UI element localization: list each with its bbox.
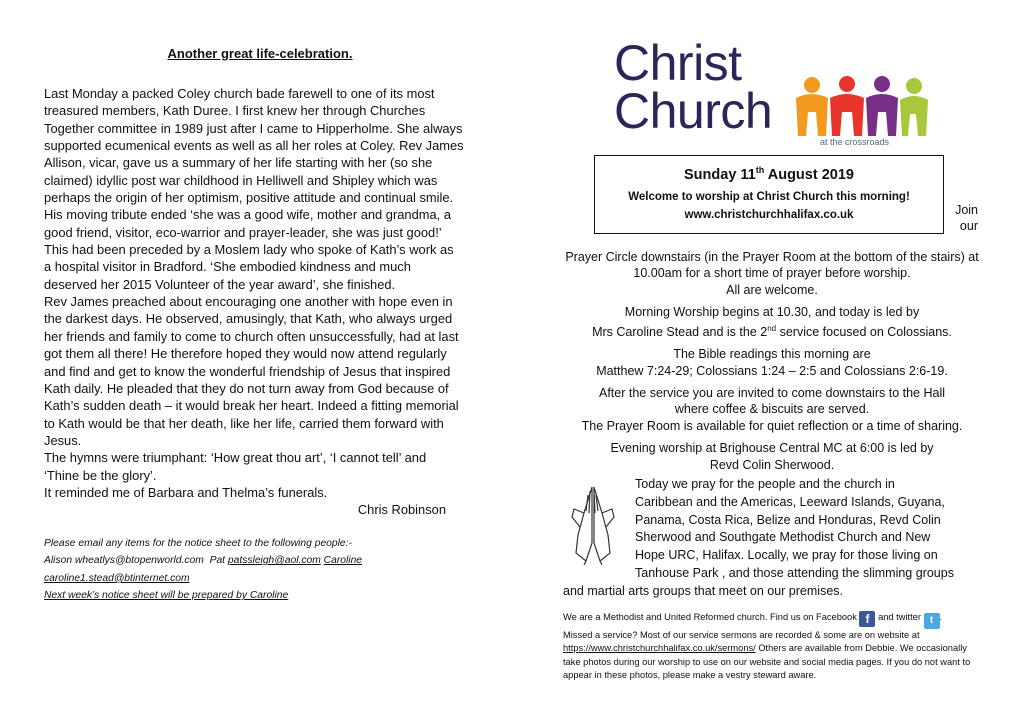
- morning-worship-notice: Morning Worship begins at 10.30, and today is led by Mrs Caroline Stead and is the 2nd service focused on Colossians.: [592, 305, 952, 339]
- article-paragraph: The hymns were triumphant: ‘How great thou art’, ‘I cannot tell’ and ‘Thine be the glory’.: [44, 450, 427, 483]
- christ-church-logo: [614, 36, 934, 148]
- social-line: We are a Methodist and United Reformed church. Find us on Facebook f and twitter t .: [563, 611, 983, 629]
- caroline-email-link[interactable]: caroline1.stead@btinternet.com: [44, 572, 190, 584]
- facebook-icon[interactable]: f: [859, 611, 875, 627]
- welcome-message: Welcome to worship at Christ Church this morning!: [628, 190, 910, 203]
- missed-service-text: Missed a service? Most of our service sermons are recorded & some are on website at: [563, 630, 920, 640]
- bible-readings-notice: The Bible readings this morning are Matthew 7:24-29; Colossians 1:24 – 2:5 and Colossians 2:6-19.: [596, 347, 948, 378]
- sermons-link[interactable]: https://www.christchurchhalifax.co.uk/sermons/: [563, 643, 756, 654]
- article-paragraph: It reminded me of Barbara and Thelma’s funerals.: [44, 484, 328, 500]
- article-paragraph: Last Monday a packed Coley church bade farewell to one of its most treasured members, Kath Duree. I first knew her through Churches Together committee in 1989 just after I came to Hipperholme. She always supported ecumenical events as well as all her roles at Coley. Rev James Allison, vicar, gave us a summary of her life starting with her (so she claimed) idyllic post war childhood in Helliwell and Shipley which was perhaps the origin of her optimism, positive attitude and continual smile. His moving tribute ended ‘she was a good wife, mother and grandma, a good friend, visitor, eco-warrior and prayer-leader, she was just good!’: [44, 86, 464, 240]
- notice-contacts: [44, 535, 464, 605]
- article-column: [44, 46, 464, 605]
- alison-email[interactable]: Alison wheatlys@btopenworld.com: [44, 555, 204, 567]
- article-body: [44, 85, 464, 501]
- footer-info: [563, 611, 983, 683]
- prayer-cycle: Today we pray for the people and the church in Caribbean and the Americas, Leeward Islands, Guyana, Panama, Costa Rica, Belize and Honduras, Revd Colin Sherwood and Southgate Methodist Church and New Hope URC, Halifax. Locally, we pray for those living on Tanhouse Park , and those attending the slimming groups and martial arts groups that meet on our premises.: [563, 477, 954, 598]
- pat-label: Pat: [209, 555, 226, 567]
- article-signature: Chris Robinson: [357, 502, 446, 518]
- prayer-circle-notice: Prayer Circle downstairs (in the Prayer Room at the bottom of the stairs) at 10.00am for a short time of prayer before worship. All are welcome.: [565, 250, 979, 297]
- pat-email-link[interactable]: patssleigh@aol.com: [227, 555, 321, 567]
- notice-intro: Please email any items for the notice sheet to the following people:-: [44, 537, 352, 549]
- article-paragraph: Rev James preached about encouraging one another with hope even in the darkest days. He observed, amusingly, that Kath, who always urged her friends and family to come to church often unsuccessfully, had at last got them all there! He therefore hoped they would now attend regularly and find and get to know the wonderful friendship of Jesus that inspired Kath daily. He pleaded that they do not turn away from God because of Kath’s sudden death – it would break her heart. Indeed a fitting memorial to Kath would be that her death, like her life, carried them forward with Jesus.: [44, 294, 459, 448]
- evening-worship-notice: Evening worship at Brighouse Central MC at 6:00 is led by Revd Colin Sherwood.: [610, 441, 934, 472]
- service-header-box: [594, 155, 944, 234]
- after-service-notice: After the service you are invited to come downstairs to the Hall where coffee & biscuits are served. The Prayer Room is available for quiet reflection or a time of sharing.: [581, 386, 963, 433]
- photos-notice: We occasionally take photos during our worship to use on our website and social media pages. If you do not want to appear in these photos, please make a vestry steward aware.: [563, 643, 971, 681]
- sermons-line: https://www.christchurchhalifax.co.uk/sermons/ Others are available from Debbie. We occasionally take photos during our worship to use on our website and social media pages. If you do not want to appear in these photos, please make a vestry steward aware.: [563, 643, 971, 681]
- join-our-text: Join our: [955, 203, 978, 233]
- people-figures-icon: [792, 76, 932, 138]
- logo-tagline: at the crossroads: [820, 137, 890, 147]
- twitter-icon[interactable]: t: [924, 613, 940, 629]
- notice-emails: [44, 552, 464, 570]
- article-title: Another great life-celebration.: [167, 46, 353, 61]
- announcements: [563, 249, 981, 479]
- website-link[interactable]: www.christchurchhalifax.co.uk: [684, 208, 854, 221]
- caroline-label: Caroline: [323, 555, 363, 567]
- article-paragraph: This had been preceded by a Moslem lady who spoke of Kath’s work as a hospital visitor in Bradford. ‘She embodied kindness and much deserved her 2015 Volunteer of the year award’, she finished.: [44, 242, 454, 292]
- next-week-note: Next week’s notice sheet will be prepared by Caroline: [44, 590, 289, 602]
- service-date: Sunday 11th August 2019: [684, 165, 854, 183]
- logo-word-christ: Christ: [614, 35, 742, 91]
- logo-word-church: Church: [614, 83, 773, 139]
